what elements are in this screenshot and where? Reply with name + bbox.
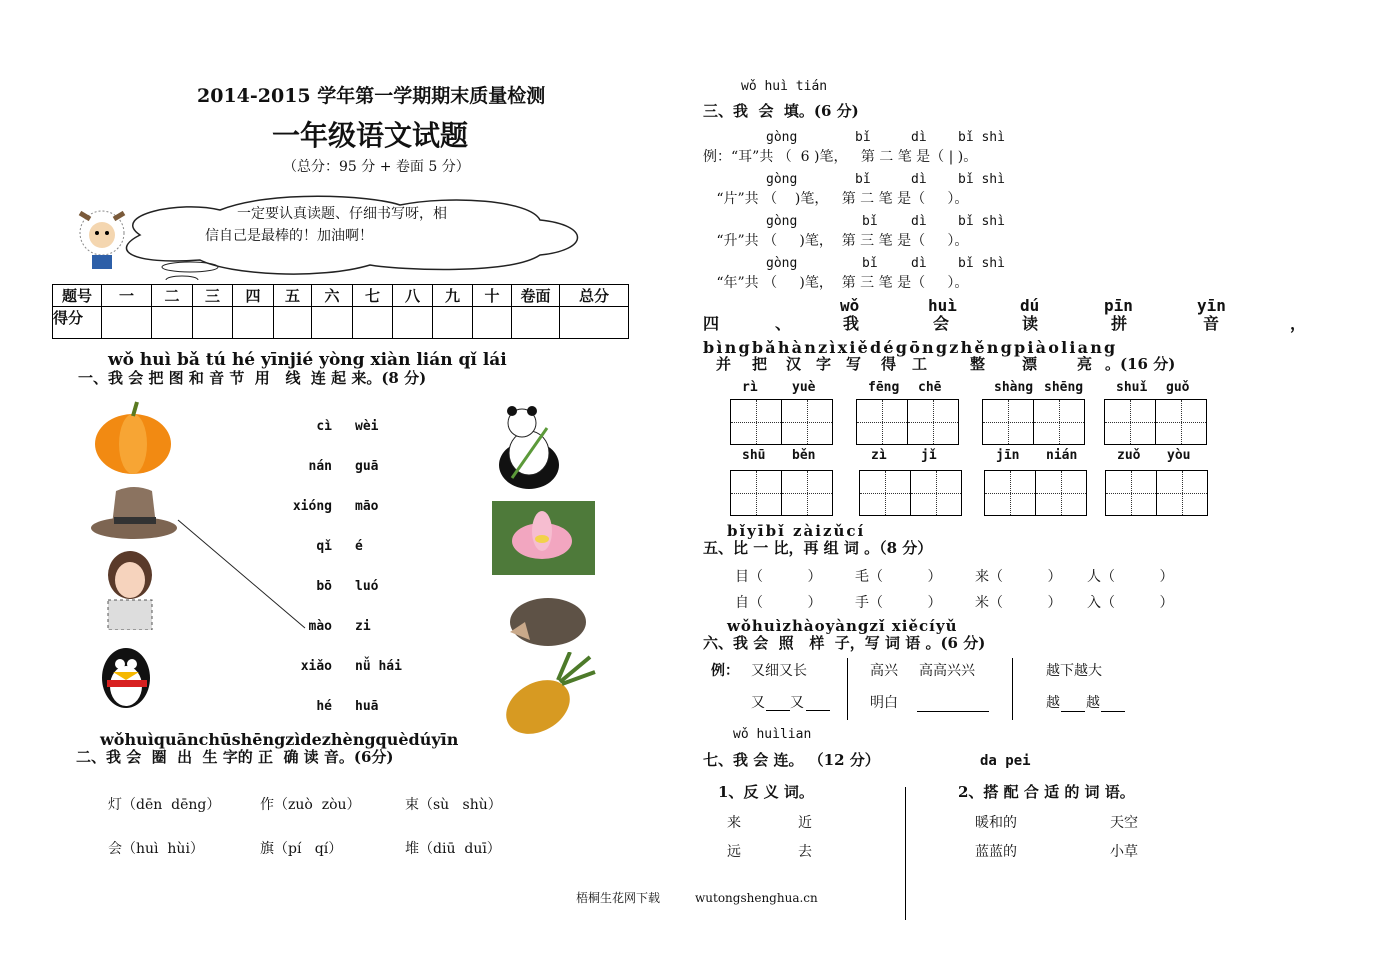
pinyin-left[interactable]: cì bbox=[316, 419, 332, 434]
writing-grid[interactable] bbox=[859, 470, 962, 516]
match-word[interactable]: 去 bbox=[798, 844, 812, 860]
stroke-pinyin: gòng bbox=[766, 256, 798, 271]
s4-title-char: ， bbox=[1290, 314, 1307, 333]
stroke-pinyin: bǐ bbox=[862, 214, 878, 229]
stroke-question[interactable]: “年”共 （ )笔， 第 三 笔 是（ ）。 bbox=[703, 275, 969, 291]
writing-grid[interactable] bbox=[982, 399, 1085, 445]
lotus-image bbox=[492, 501, 595, 575]
tian-cell[interactable] bbox=[1105, 400, 1156, 444]
s6-title: 六、我 会 照 样 子，写 词 语 。(6 分) bbox=[703, 634, 986, 652]
stroke-pinyin: bǐ shì bbox=[958, 172, 1005, 187]
grid-pinyin: jǐ bbox=[921, 448, 937, 463]
s7-title: 七、我 会 连。 （12 分） bbox=[703, 751, 880, 769]
writing-grid[interactable] bbox=[856, 399, 959, 445]
s4-title-char: 读 bbox=[1022, 314, 1039, 333]
match-word[interactable]: 暖和的 bbox=[975, 815, 1017, 831]
word-char: 自 bbox=[735, 595, 749, 611]
cloud-text-line1: 一定要认真读题、仔细书写呀，相 bbox=[237, 206, 447, 222]
footer-site-url[interactable]: wutongshenghua.cn bbox=[695, 891, 818, 905]
s2-title: 二、我 会 圈 出 生 字的 正 确 读 音。(6分) bbox=[76, 748, 394, 766]
stroke-question[interactable]: “片”共 （ )笔， 第 二 笔 是（ ）。 bbox=[703, 191, 969, 207]
s4-pinyin: wǒ bbox=[840, 296, 860, 315]
divider bbox=[1012, 658, 1013, 720]
score-header-cell: 四 bbox=[233, 285, 274, 307]
writing-grid[interactable] bbox=[1104, 399, 1207, 445]
pinyin-left[interactable]: nán bbox=[308, 459, 332, 474]
stroke-pinyin: bǐ shì bbox=[958, 256, 1005, 271]
pinyin-left[interactable]: mào bbox=[308, 619, 332, 634]
stroke-question[interactable]: “升”共 （ )笔， 第 三 笔 是（ ）。 bbox=[703, 233, 969, 249]
pinyin-left[interactable]: qǐ bbox=[316, 539, 332, 554]
stroke-pinyin: bǐ bbox=[855, 130, 871, 145]
reading-choice-item[interactable]: 灯（dēn dēng） bbox=[108, 797, 221, 813]
blank[interactable] bbox=[917, 711, 989, 712]
cloud-text-line2: 信自己是最棒的！加油啊！ bbox=[205, 228, 373, 244]
reading-choice-item[interactable]: 会（huì hùi） bbox=[108, 841, 204, 857]
reading-choice-item[interactable]: 堆（diū duī） bbox=[405, 841, 501, 857]
s3-pinyin: wǒ huì tián bbox=[741, 79, 828, 94]
s4-pinyin: dú bbox=[1020, 296, 1040, 315]
s6-example3: 越下越大 bbox=[1046, 663, 1102, 679]
s4-title-char: 音 bbox=[1203, 314, 1220, 333]
score-cell[interactable] bbox=[512, 307, 560, 339]
s4-title-char: 、 bbox=[775, 314, 792, 333]
grid-pinyin: zuǒ bbox=[1117, 448, 1141, 463]
stroke-pinyin: dì bbox=[911, 256, 927, 271]
match-word[interactable]: 近 bbox=[798, 815, 812, 831]
pineapple-image bbox=[500, 652, 597, 735]
word-char: 目 bbox=[735, 569, 749, 585]
grid-pinyin: shuǐ bbox=[1116, 380, 1148, 395]
writing-grid[interactable] bbox=[984, 470, 1087, 516]
s4-title-char: 四 bbox=[703, 314, 720, 333]
score-header-cell: 总分 bbox=[560, 285, 629, 307]
s4-title-char: 漂 bbox=[1022, 355, 1038, 373]
writing-grid[interactable] bbox=[730, 399, 833, 445]
s6-q3b: 越 bbox=[1086, 695, 1100, 711]
s4-title-char: 写 bbox=[846, 355, 862, 373]
score-header-cell: 题号 bbox=[53, 285, 102, 307]
s4-title-char: 把 bbox=[752, 355, 768, 373]
word-group-item[interactable]: 毛（ ） bbox=[855, 569, 942, 585]
pinyin-right[interactable]: é bbox=[355, 539, 363, 554]
word-group-item[interactable]: 目（ ） bbox=[735, 569, 822, 585]
match-word[interactable]: 小草 bbox=[1110, 844, 1138, 860]
reading-choice-item[interactable]: 作（zuò zòu） bbox=[260, 797, 361, 813]
grid-pinyin: rì bbox=[742, 380, 758, 395]
s4-pinyin: huì bbox=[928, 296, 957, 315]
tian-cell[interactable] bbox=[1157, 471, 1207, 515]
s4-title-char: 得 bbox=[881, 355, 897, 373]
panda-image bbox=[492, 403, 566, 490]
tian-cell[interactable] bbox=[1156, 400, 1206, 444]
writing-grid[interactable] bbox=[730, 470, 833, 516]
word-group-item[interactable]: 人（ ） bbox=[1087, 569, 1174, 585]
s4-title-char: 我 bbox=[843, 314, 860, 333]
grid-pinyin: shàng bbox=[994, 380, 1034, 395]
stroke-pinyin: gòng bbox=[766, 172, 798, 187]
word-group-item[interactable]: 米（ ） bbox=[975, 595, 1062, 611]
s7-sub2: 2、搭 配 合 适 的 词 语。 bbox=[958, 783, 1135, 801]
tian-cell[interactable] bbox=[1106, 471, 1157, 515]
s4-title-char: 整 bbox=[970, 355, 986, 373]
s2-pinyin: wǒhuìquānchūshēngzìdezhèngquèdúyīn bbox=[100, 730, 459, 749]
score-row-label: 得分 bbox=[53, 307, 102, 339]
exam-subject-title: 一年级语文试题 bbox=[272, 119, 469, 152]
stroke-pinyin: bǐ bbox=[862, 256, 878, 271]
s4-pinyin2: bìngbǎhànzìxiědégōngzhěngpiàoliang bbox=[703, 338, 1118, 357]
reading-choice-item[interactable]: 束（sù shù） bbox=[405, 797, 502, 813]
grid-pinyin: chē bbox=[918, 380, 942, 395]
exam-title: 2014-2015 学年第一学期期末质量检测 bbox=[197, 85, 546, 107]
grid-pinyin: shū bbox=[742, 448, 766, 463]
blank[interactable] bbox=[806, 710, 830, 711]
stroke-question[interactable]: 例：“耳”共 （ 6 )笔， 第 二 笔 是（ | )。 bbox=[703, 149, 978, 165]
blank[interactable] bbox=[1101, 711, 1125, 712]
match-word[interactable]: 天空 bbox=[1110, 815, 1138, 831]
hedgehog-image bbox=[500, 592, 588, 650]
s3-title: 三、我 会 填。(6 分) bbox=[703, 102, 859, 120]
match-word[interactable]: 蓝蓝的 bbox=[975, 844, 1017, 860]
s6-pinyin: wǒhuìzhàoyàngzǐ xiěcíyǔ bbox=[727, 617, 958, 635]
grid-pinyin: nián bbox=[1046, 448, 1078, 463]
stroke-pinyin: bǐ shì bbox=[958, 214, 1005, 229]
tian-cell[interactable] bbox=[857, 400, 908, 444]
stroke-pinyin: dì bbox=[911, 214, 927, 229]
pinyin-right[interactable]: guā bbox=[355, 459, 379, 474]
s7-sub1: 1、反 义 词。 bbox=[718, 783, 814, 801]
s4-pinyin: yīn bbox=[1197, 296, 1226, 315]
word-char: 手 bbox=[855, 595, 869, 611]
s6-q2: 明白 bbox=[870, 695, 898, 711]
word-char: 来 bbox=[975, 569, 989, 585]
stroke-pinyin: bǐ shì bbox=[958, 130, 1005, 145]
stroke-pinyin: gòng bbox=[766, 130, 798, 145]
writing-grid[interactable] bbox=[1105, 470, 1208, 516]
footer-site-cn: 梧桐生花网下载 bbox=[576, 891, 661, 905]
word-group-item[interactable]: 手（ ） bbox=[855, 595, 942, 611]
grid-pinyin: fēng bbox=[868, 380, 900, 395]
score-cell[interactable] bbox=[433, 307, 473, 339]
word-group-item[interactable]: 自（ ） bbox=[735, 595, 822, 611]
pinyin-right[interactable]: zi bbox=[355, 619, 371, 634]
score-cell[interactable] bbox=[473, 307, 512, 339]
s6-example1: 又细又长 bbox=[751, 663, 807, 679]
match-word[interactable]: 来 bbox=[727, 815, 741, 831]
stroke-pinyin: dì bbox=[911, 172, 927, 187]
pinyin-right[interactable]: māo bbox=[355, 499, 379, 514]
s4-title-char: 亮 bbox=[1077, 355, 1093, 373]
word-group-item[interactable]: 来（ ） bbox=[975, 569, 1062, 585]
stroke-pinyin: dì bbox=[911, 130, 927, 145]
s1-pinyin: wǒ huì bǎ tú hé yīnjié yòng xiàn lián qǐ lái bbox=[108, 350, 507, 370]
pinyin-right[interactable]: nǚ hái bbox=[355, 659, 402, 674]
word-char: 米 bbox=[975, 595, 989, 611]
stroke-pinyin: bǐ bbox=[855, 172, 871, 187]
stroke-pinyin: gòng bbox=[766, 214, 798, 229]
score-header-cell: 九 bbox=[433, 285, 473, 307]
s7-pinyin: wǒ huìlian bbox=[733, 727, 812, 742]
s4-title-char: 汉 bbox=[786, 355, 802, 373]
match-line bbox=[0, 0, 400, 700]
s5-pinyin: bǐyībǐ zàizǔcí bbox=[727, 522, 866, 540]
tian-cell[interactable] bbox=[985, 471, 1036, 515]
s4-title-char: 工 bbox=[912, 355, 928, 373]
score-header-cell: 十 bbox=[473, 285, 512, 307]
grid-pinyin: jīn bbox=[996, 448, 1020, 463]
s6-q3a: 越 bbox=[1046, 695, 1060, 711]
tian-cell[interactable] bbox=[782, 471, 832, 515]
s6-example-label: 例： bbox=[711, 663, 739, 679]
grid-pinyin: běn bbox=[792, 448, 816, 463]
score-header-cell: 卷面 bbox=[512, 285, 560, 307]
tian-cell[interactable] bbox=[983, 400, 1034, 444]
pinyin-left[interactable]: xióng bbox=[292, 499, 332, 514]
divider bbox=[847, 658, 848, 720]
grid-pinyin: yòu bbox=[1167, 448, 1191, 463]
s4-title-char: 。(16 分) bbox=[1105, 355, 1176, 373]
tian-cell[interactable] bbox=[782, 400, 832, 444]
score-cell[interactable] bbox=[560, 307, 629, 339]
score-header-cell: 六 bbox=[312, 285, 353, 307]
s1-title: 一、我 会 把 图 和 音 节 用 线 连 起 来。(8 分) bbox=[78, 369, 427, 387]
pinyin-right[interactable]: wèi bbox=[355, 419, 379, 434]
tian-cell[interactable] bbox=[731, 471, 782, 515]
grid-pinyin: yuè bbox=[792, 380, 816, 395]
score-header-cell: 一 bbox=[102, 285, 152, 307]
pinyin-left[interactable]: bō bbox=[316, 579, 332, 594]
s5-title: 五、比 一 比，再 组 词 。（8 分） bbox=[703, 539, 933, 557]
grid-pinyin: shēng bbox=[1044, 380, 1084, 395]
blank[interactable] bbox=[1061, 711, 1085, 712]
word-char: 人 bbox=[1087, 569, 1101, 585]
s4-title-char: 拼 bbox=[1111, 314, 1128, 333]
grid-pinyin: guǒ bbox=[1166, 380, 1190, 395]
tian-cell[interactable] bbox=[911, 471, 961, 515]
score-header-cell: 三 bbox=[193, 285, 233, 307]
tian-cell[interactable] bbox=[908, 400, 958, 444]
s4-pinyin: pīn bbox=[1104, 296, 1133, 315]
grid-pinyin: zì bbox=[871, 448, 887, 463]
s4-title-char: 字 bbox=[816, 355, 832, 373]
pinyin-right[interactable]: huā bbox=[355, 699, 379, 714]
s6-example2a: 高兴 bbox=[870, 663, 898, 679]
pinyin-left[interactable]: xiǎo bbox=[300, 659, 332, 674]
divider bbox=[905, 787, 906, 920]
score-header-cell: 二 bbox=[152, 285, 193, 307]
match-word[interactable]: 远 bbox=[727, 844, 741, 860]
s4-title-char: 会 bbox=[933, 314, 950, 333]
reading-choice-item[interactable]: 旗（pí qí） bbox=[260, 841, 343, 857]
tian-cell[interactable] bbox=[731, 400, 782, 444]
s4-title-char: 并 bbox=[716, 355, 732, 373]
score-header-cell: 五 bbox=[274, 285, 312, 307]
tian-cell[interactable] bbox=[1036, 471, 1086, 515]
pinyin-right[interactable]: luó bbox=[355, 579, 379, 594]
tian-cell[interactable] bbox=[860, 471, 911, 515]
s6-q1a: 又 bbox=[751, 695, 765, 711]
total-score-note: （总分：95 分 + 卷面 5 分） bbox=[283, 159, 470, 175]
s6-example2b: 高高兴兴 bbox=[919, 663, 975, 679]
blank[interactable] bbox=[766, 710, 790, 711]
s7-pinyin2: da pei bbox=[980, 753, 1031, 769]
word-char: 入 bbox=[1087, 595, 1101, 611]
score-header-cell: 七 bbox=[353, 285, 393, 307]
pinyin-left[interactable]: hé bbox=[316, 699, 332, 714]
s6-q1b: 又 bbox=[790, 695, 804, 711]
word-group-item[interactable]: 入（ ） bbox=[1087, 595, 1174, 611]
score-header-cell: 八 bbox=[393, 285, 433, 307]
word-char: 毛 bbox=[855, 569, 869, 585]
tian-cell[interactable] bbox=[1034, 400, 1084, 444]
